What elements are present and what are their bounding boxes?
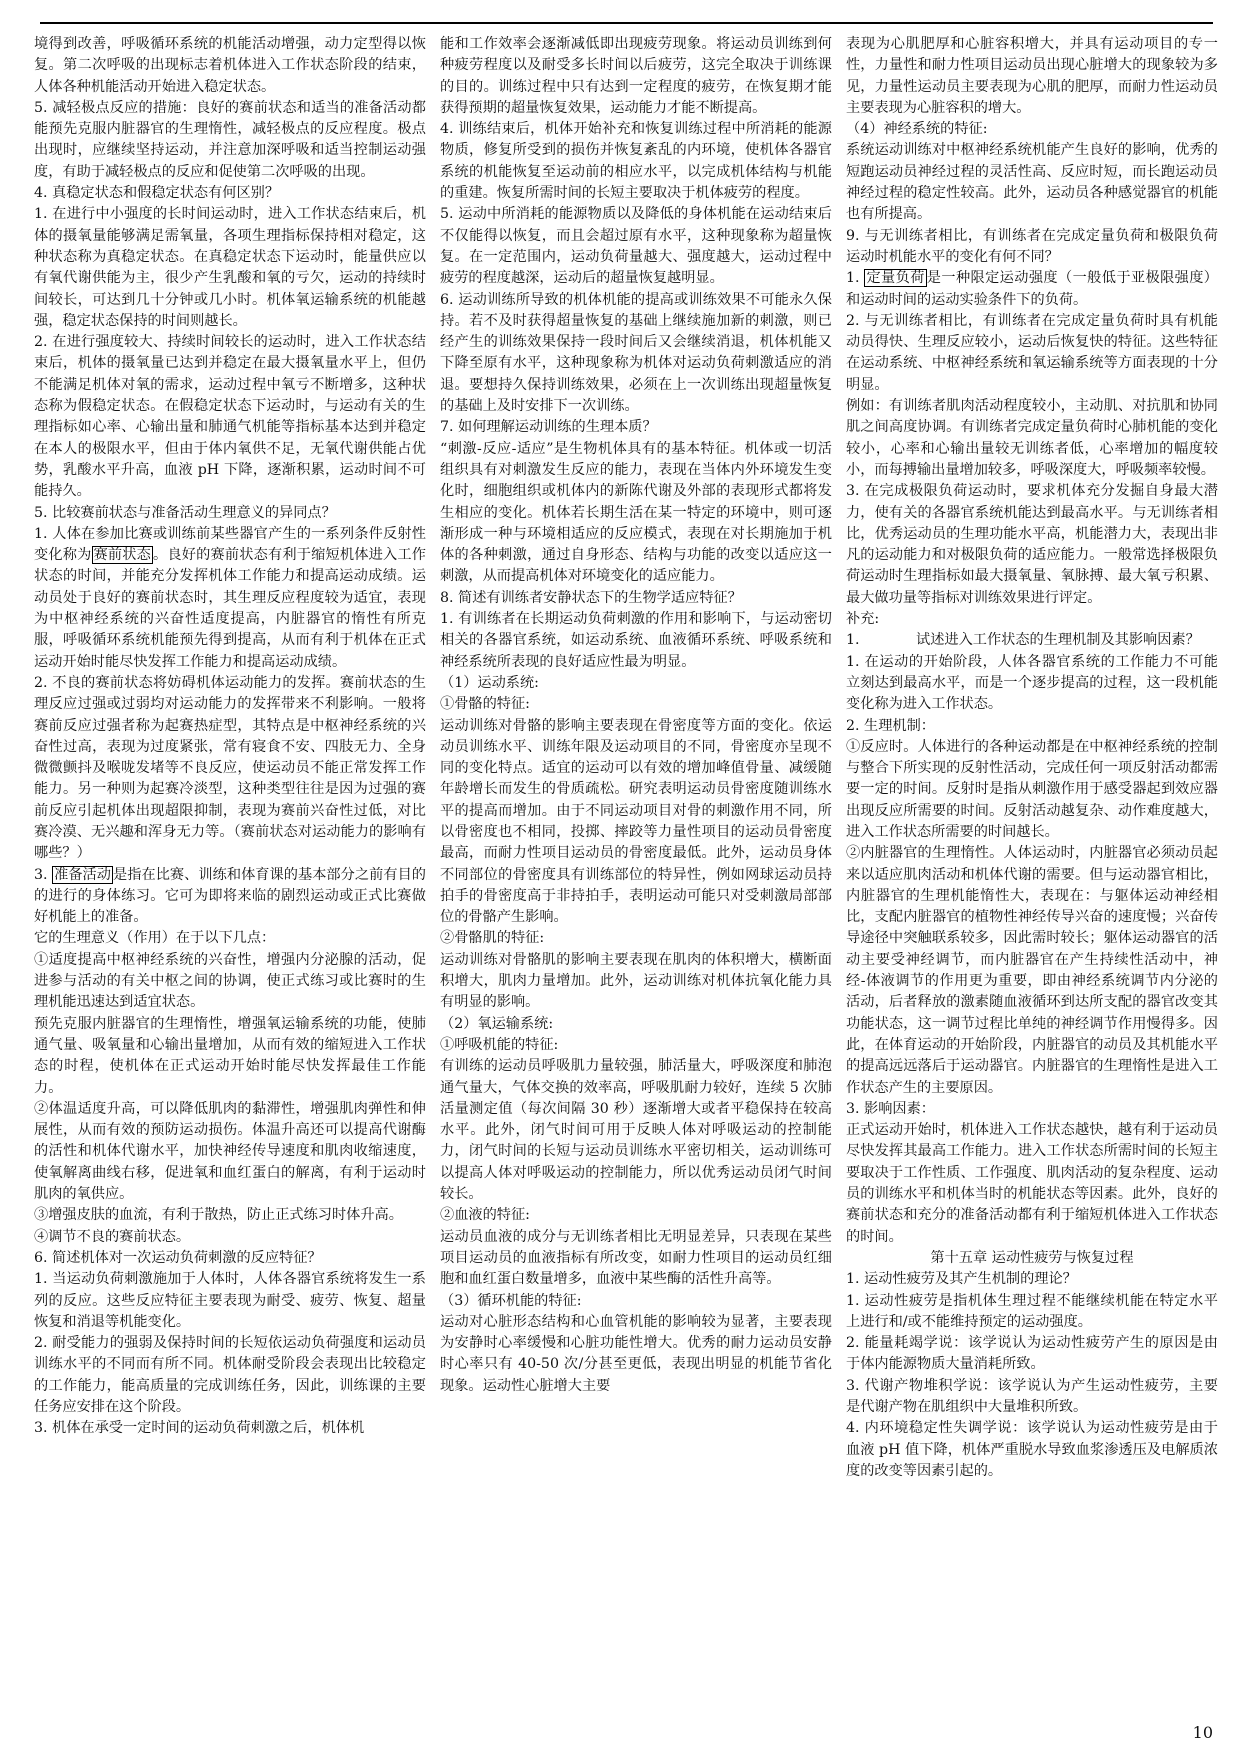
paragraph: “刺激-反应-适应”是生物机体具有的基本特征。机体或一切活组织具有对刺激发生反应的能力，表现在当体内外环境发生变化时，细胞组织或机体内的新陈代谢及外部的表现形式都将发生相应的变化。机体若长期生活在某一特定的环境中，则可逐渐形成一种与环境相适应的反应模式，表现在对长期施加于机体的各种刺激，通过自身形态、结构与功能的改变以适应这一刺激，从而提高机体对环境变化的适应能力。 [440, 440, 832, 585]
paragraph [34, 524, 426, 673]
question-heading: 4. 真稳定状态和假稳定状态有何区别？ [34, 185, 280, 202]
paragraph: 3. 代谢产物堆积学说：该学说认为产生运动性疲劳，主要是代谢产物在肌组织中大量堆积所致。 [846, 1377, 1218, 1415]
supplement-label: 补充: [846, 611, 880, 628]
paragraph: 境得到改善，呼吸循环系统的机能活动增强，动力定型得以恢复。第二次呼吸的出现标志着机体进入工作状态阶段的结束，人体各种机能活动开始进入稳定状态。 [34, 36, 426, 95]
paragraph: 表现为心肌肥厚和心脏容积增大，并具有运动项目的专一性，力量性和耐力性项目运动员出现心脏增大的现象较为多见，力量性运动员主要表现为心肌的肥厚，而耐力性运动员主要表现为心脏容积的增大。 [846, 36, 1218, 116]
paragraph: 运动对心脏形态结构和心血管机能的影响较为显著，主要表现为安静时心率缓慢和心脏功能性增大。优秀的耐力运动员安静时心率只有 40-50 次/分甚至更低，表现出明显的机能节省化现象。运动性心脏增大主要 [440, 1313, 832, 1394]
boxed-term: 赛前状态 [93, 547, 152, 564]
column-3 [846, 34, 1218, 1724]
text-run: 是一种限定运动强度（一般低于亚极限强度）和运动时间的运动实验条件下的负荷。 [846, 270, 1218, 308]
paragraph: 5. 运动中所消耗的能源物质以及降低的身体机能在运动结束后不仅能得以恢复，而且会超过原有水平，这种现象称为超量恢复。在一定范围内，运动负荷量越大、强度越大，运动过程中疲劳的程度越深，运动后的超量恢复越明显。 [440, 206, 832, 287]
boxed-term: 准备活动 [54, 866, 112, 883]
page-number: 10 [1192, 1723, 1213, 1742]
question-heading: 9. 与无训练者相比，有训练者在完成定量负荷和极限负荷运动时机能水平的变化有何不同？ [846, 227, 1218, 265]
question-heading: 1. 运动性疲劳及其产生机制的理论？ [846, 1271, 1077, 1288]
subheading: ②血液的特征: [440, 1207, 530, 1224]
text-run: 3. [34, 866, 53, 883]
question-heading: 5. 比较赛前状态与准备活动生理意义的异同点？ [34, 504, 336, 521]
paragraph [34, 865, 426, 929]
text-run: 1. [846, 270, 865, 287]
boxed-term: 定量负荷 [866, 270, 925, 287]
paragraph: 正式运动开始时，机体进入工作状态越快，越有利于运动员尽快发挥其最高工作能力。进入工作状态所需时间的长短主要取决于工作性质、工作强度、肌肉活动的复杂程度、运动员的训练水平和机体当时的机能状态等因素。此外，良好的赛前状态和充分的准备活动都有利于缩短机体进入工作状态的时间。 [846, 1122, 1218, 1245]
subheading: ①呼吸机能的特征: [440, 1036, 559, 1053]
paragraph: 能和工作效率会逐渐减低即出现疲劳现象。将运动员训练到何种疲劳程度以及耐受多长时间以后疲劳，这完全取决于训练课的目的。训练过程中只有达到一定程度的疲劳，在恢复期才能获得预期的超量恢复效果，运动能力才能不断提高。 [440, 36, 832, 116]
paragraph: 1. 在运动的开始阶段，人体各器官系统的工作能力不可能立刻达到最高水平，而是一个逐步提高的过程，这一段机能变化称为进入工作状态。 [846, 653, 1218, 713]
paragraph: 1. 在进行中小强度的长时间运动时，进入工作状态结束后，机体的摄氧量能够满足需氧量，各项生理指标保持相对稳定，这种状态称为真稳定状态。在真稳定状态下运动时，能量供应以有氧代谢供能为主，很少产生乳酸和氧的亏欠，运动的持续时间较长，可达到几十分钟或几小时。机体氧运输系统的机能越强，稳定状态保持的时间则越长。 [34, 206, 426, 329]
text-run: 。良好的赛前状态有利于缩短机体进入工作状态的时间，并能充分发挥机体工作能力和提高运动成绩。运动员处于良好的赛前状态时，其生理反应程度较为适宜，表现为中枢神经系统的兴奋性适度提高，内脏器官的惰性有所克服，呼吸循环系统机能预先得到提高，从而有利于机体在正式运动开始时能尽快发挥工作能力和提高运动成绩。 [34, 547, 426, 670]
paragraph [846, 268, 1218, 311]
header-rule [40, 22, 1213, 24]
paragraph: 运动训练对骨骼的影响主要表现在骨密度等方面的变化。依运动员训练水平、训练年限及运动项目的不同，骨密度亦呈现不同的变化特点。适宜的运动可以有效的增加峰值骨量、减缓随年龄增长而发生的骨质疏松。研究表明运动员骨密度随训练水平的提高而增加。由于不同运动项目对骨的刺激作用不同，所以骨密度也不相同，投掷、摔跤等力量性项目的运动员骨密度最高，而耐力性项目运动员的骨密度最低。此外，运动员身体不同部位的骨密度具有训练部位的特异性，例如网球运动员持拍手的骨密度高于非持拍手，表明运动可能只对受刺激局部部位的骨骼产生影响。 [440, 717, 832, 926]
paragraph: ④调节不良的赛前状态。 [34, 1228, 191, 1245]
question-heading: 7. 如何理解运动训练的生理本质？ [440, 419, 657, 436]
paragraph: 1. 运动性疲劳是指机体生理过程不能继续机能在特定水平上进行和/或不能维持预定的运动强度。 [846, 1292, 1218, 1330]
paragraph: 2. 耐受能力的强弱及保持时间的长短依运动负荷强度和运动员训练水平的不同而有所不同。机体耐受阶段会表现出比较稳定的工作能力，能高质量的完成训练任务，因此，训练课的主要任务应安排在这个阶段。 [34, 1335, 426, 1415]
paragraph: 2. 能量耗竭学说：该学说认为运动性疲劳产生的原因是由于体内能源物质大量消耗所致。 [846, 1335, 1218, 1373]
question-heading: 8. 简述有训练者安静状态下的生物学适应特征？ [440, 589, 742, 606]
paragraph: 2. 不良的赛前状态将妨碍机体运动能力的发挥。赛前状态的生理反应过强或过弱均对运动能力的发挥带来不利影响。一般将赛前反应过强者称为起赛热症型，其特点是中枢神经系统的兴奋性过高，表现为过度紧张，常有寝食不安、四肢无力、全身微微颤抖及喉咙发堵等不良反应，使运动员不能正常发挥工作能力。另一种则为起赛冷淡型，这种类型往往是因为过强的赛前反应引起机体出现超限抑制，表现为赛前兴奋性过低，对比赛冷漠、无兴趣和浑身无力等。（赛前状态对运动能力的影响有哪些？） [34, 674, 426, 862]
subheading: （1）运动系统: [440, 674, 539, 691]
subheading: （4）神经系统的特征: [846, 121, 988, 138]
paragraph: 3. 在完成极限负荷运动时，要求机体充分发掘自身最大潜力，使有关的各器官系统机能达到最高水平。与无训练者相比，优秀运动员的生理功能水平高，机能潜力大，表现出非凡的运动能力和对极限负荷的适应能力。一般常选择极限负荷运动时生理指标如最大摄氧量、氧脉搏、最大氧亏积累、最大做功量等指标对训练效果进行评定。 [846, 483, 1218, 606]
paragraph: 它的生理意义（作用）在于以下几点： [34, 930, 276, 947]
paragraph: ①反应时。人体进行的各种运动都是在中枢神经系统的控制与整合下所实现的反射性活动，完成任何一项反射活动都需要一定的时间。反射时是指从刺激作用于感受器起到效应器出现反应所需要的时间。反射活动越复杂、动作难度越大，进入工作状态所需要的时间越长。 [846, 738, 1218, 840]
subheading: （3）循环机能的特征: [440, 1292, 582, 1309]
paragraph: ②内脏器官的生理惰性。人体运动时，内脏器官必须动员起来以适应肌肉活动和机体代谢的需要。但与运动器官相比，内脏器官的生理机能惰性大，表现在：与躯体运动神经相比，支配内脏器官的植物性神经传导兴奋的速度慢；兴奋传导途径中突触联系较多，因此需时较长；躯体运动器官的活动主要受神经调节，而内脏器官在产生持续性活动中，神经-体液调节的作用更为重要，即由神经系统调节内分泌的活动，后者释放的激素随血液循环到达所支配的器官改变其功能状态，这一调节过程比单纯的神经调节作用慢得多。因此，在体育运动的开始阶段，内脏器官的动员及其机能水平的提高远远落后于运动器官。内脏器官的生理惰性是进入工作状态产生的主要原因。 [846, 845, 1218, 1096]
paragraph: 系统运动训练对中枢神经系统机能产生良好的影响，优秀的短跑运动员神经过程的灵活性高、反应时短，而长跑运动员神经过程的稳定性较高。此外，运动员各种感觉器官的机能也有所提高。 [846, 142, 1218, 223]
paragraph: 2. 生理机制： [846, 717, 935, 734]
question-heading: 6. 简述机体对一次运动负荷刺激的反应特征？ [34, 1249, 322, 1266]
paragraph: 1. 有训练者在长期运动负荷刺激的作用和影响下，与运动密切相关的各器官系统，如运动系统、血液循环系统、呼吸系统和神经系统所表现的良好适应性最为明显。 [440, 611, 832, 670]
paragraph: 4. 内环境稳定性失调学说：该学说认为运动性疲劳是由于血液 pH 值下降，机体严重脱水导致血浆渗透压及电解质浓度的改变等因素引起的。 [846, 1420, 1218, 1479]
paragraph: ①适度提高中枢神经系统的兴奋性，增强内分泌腺的活动，促进参与活动的有关中枢之间的协调，使正式练习或比赛时的生理机能迅速达到适宜状态。 [34, 951, 426, 1011]
paragraph: 预先克服内脏器官的生理惰性，增强氧运输系统的功能，使肺通气量、吸氧量和心输出量增加，从而有效的缩短进入工作状态的时程，使机体在正式运动开始时能尽快发挥最佳工作能力。 [34, 1015, 426, 1096]
paragraph: 2. 在进行强度较大、持续时间较长的运动时，进入工作状态结束后，机体的摄氧量已达到并稳定在最大摄氧量水平上，但仍不能满足机体对氧的需求，运动过程中氧亏不断增多，这种状态称为假稳定状态。在假稳定状态下运动时，与运动有关的生理指标如心率、心输出量和肺通气机能等指标基本达到并稳定在本人的极限水平，但由于体内氧供不足，无氧代谢供能占优势，乳酸水平升高，血液 pH 下降，逐渐积累，运动时间不可能持久。 [34, 334, 426, 500]
paragraph: 3. 机体在承受一定时间的运动负荷刺激之后，机体机 [34, 1420, 365, 1437]
column-1 [34, 34, 426, 1724]
paragraph: 运动训练对骨骼肌的影响主要表现在肌肉的体积增大，横断面积增大，肌肉力量增加。此外，运动训练对机体抗氧化能力具有明显的影响。 [440, 951, 832, 1011]
subheading: （2）氧运输系统: [440, 1015, 554, 1032]
text-run: 是指在比赛、训练和体育课的基本部分之前有目的的进行的身体练习。它可为即将来临的剧烈运动或正式比赛做好机能上的准备。 [34, 866, 426, 926]
subheading: ①骨骼的特征: [440, 696, 530, 713]
item-text: 试述进入工作状态的生理机制及其影响因素？ [916, 632, 1200, 649]
chapter-title: 第十五章 运动性疲劳与恢复过程 [930, 1249, 1134, 1266]
paragraph: 3. 影响因素： [846, 1100, 935, 1117]
paragraph: 运动员血液的成分与无训练者相比无明显差异，只表现在某些项目运动员的血液指标有所改变，如耐力性项目的运动员红细胞和血红蛋白数量增多，血液中某些酶的活性升高等。 [440, 1228, 832, 1288]
paragraph: ③增强皮肤的血流，有利于散热，防止正式练习时体升高。 [34, 1207, 403, 1224]
subheading: ②骨骼肌的特征: [440, 930, 545, 947]
supplement-question [846, 630, 1218, 651]
paragraph: 5. 减轻极点反应的措施：良好的赛前状态和适当的准备活动都能预先克服内脏器官的生理惰性，减轻极点的反应程度。极点出现时，应继续坚持运动，并注意加深呼吸和适当控制运动强度，有助于减轻极点的反应和促使第二次呼吸的出现。 [34, 99, 426, 180]
paragraph: 2. 与无训练者相比，有训练者在完成定量负荷时具有机能动员得快、生理反应较小，运动后恢复快的特征。这些特征在运动系统、中枢神经系统和氧运输系统等方面表现的十分明显。 [846, 312, 1218, 393]
paragraph: 4. 训练结束后，机体开始补充和恢复训练过程中所消耗的能源物质，修复所受到的损伤并恢复紊乱的内环境，使机体各器官系统的机能恢复至运动前的相应水平，以完成机体结构与机能的重建。恢复所需时间的长短主要取决于机体疲劳的程度。 [440, 121, 832, 202]
paragraph: ②体温适度升高，可以降低肌肉的黏滞性，增强肌肉弹性和伸展性，从而有效的预防运动损伤。体温升高还可以提高代谢酶的活性和机体代谢水平，加快神经传导速度和肌肉收缩速度，使氧解离曲线右移，促进氧和血红蛋白的解离，有利于运动时肌肉的氧供应。 [34, 1100, 426, 1203]
column-2 [440, 34, 832, 1724]
item-number: 1. [846, 632, 860, 649]
paragraph: 1. 当运动负荷刺激施加于人体时，人体各器官系统将发生一系列的反应。这些反应特征主要表现为耐受、疲劳、恢复、超量恢复和消退等机能变化。 [34, 1271, 426, 1330]
text-run: 1. 人体在参加比赛或训练前某些器官产生的一系列条件反射性变化称为 [34, 525, 426, 564]
paragraph: 有训练的运动员呼吸肌力量较强，肺活量大，呼吸深度和肺泡通气量大，气体交换的效率高，呼吸肌耐力较好，连续 5 次肺活量测定值（每次间隔 30 秒）逐渐增大或者平稳保持在较高水平。此外，闭气时间可用于反映人体对呼吸运动的控制能力，闭气时间的长短与运动员训练水平密切相关，运动训练可以提高人体对呼吸运动的控制能力，所以优秀运动员闭气时间较长。 [440, 1058, 832, 1203]
paragraph: 6. 运动训练所导致的机体机能的提高或训练效果不可能永久保持。若不及时获得超量恢复的基础上继续施加新的刺激，则已经产生的训练效果保持一段时间后又会继续消退，机体机能又下降至原有水平，这种现象称为机体对运动负荷刺激适应的消退。要想持久保持训练效果，必须在上一次训练出现超量恢复的基础上及时安排下一次训练。 [440, 291, 832, 415]
paragraph: 例如：有训练者肌肉活动程度较小，主动肌、对抗肌和协同肌之间高度协调。有训练者完成定量负荷时心肺机能的变化较小，心率和心输出量较无训练者低，心率增加的幅度较小，而每搏输出量增加较多，呼吸深度大，呼吸频率较慢。 [846, 398, 1218, 478]
